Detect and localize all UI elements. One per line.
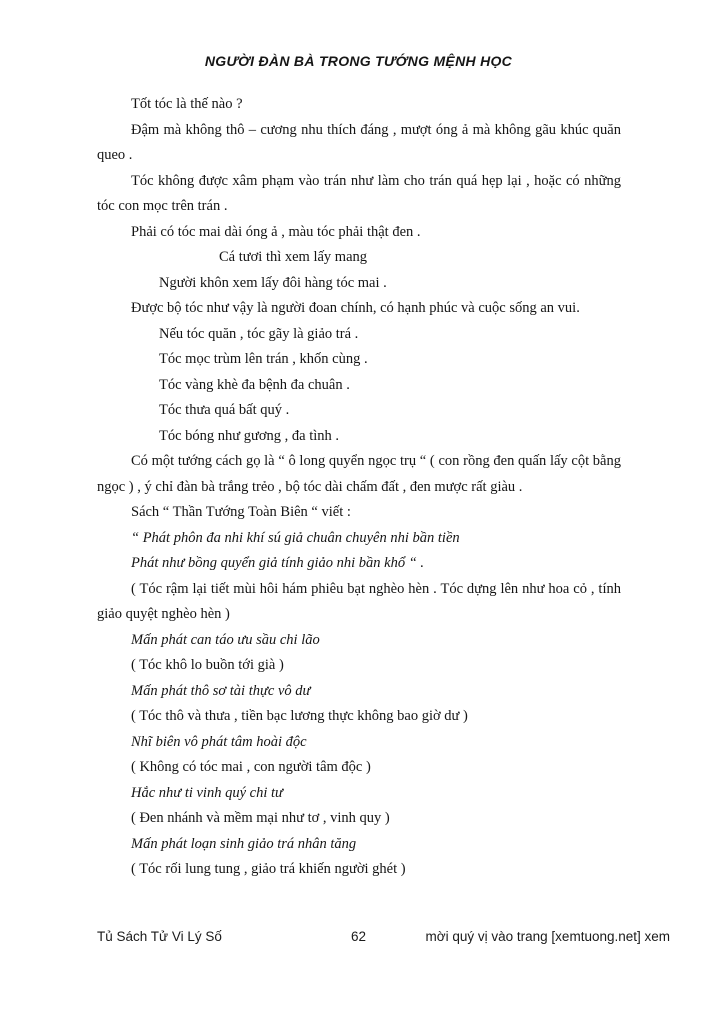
text-line: Đậm mà không thô – cương nhu thích đáng , mượt óng ả mà không gãu khúc quăn queo . bbox=[97, 121, 621, 163]
text-line: Tóc thưa quá bất quý . bbox=[159, 402, 290, 418]
text-line: Tóc không được xâm phạm vào trán như làm cho trán quá hẹp lại , hoặc có những tóc con mọc trên trán . bbox=[97, 172, 621, 214]
text-line: ( Không có tóc mai , con người tâm độc ) bbox=[131, 759, 371, 775]
text-line: “ Phát phôn đa nhi khí sú giả chuân chuyên nhi bần tiền bbox=[131, 529, 460, 546]
text-line: Phải có tóc mai dài óng ả , màu tóc phải thật đen . bbox=[131, 223, 421, 240]
text-line: Người khôn xem lấy đôi hàng tóc mai . bbox=[159, 274, 387, 291]
footer-book-series: Tủ Sách Tử Vi Lý Số bbox=[97, 929, 222, 944]
page-title: NGƯỜI ĐÀN BÀ TRONG TƯỚNG MỆNH HỌC bbox=[204, 53, 513, 69]
text-line: Cá tươi thì xem lấy mang bbox=[219, 249, 368, 265]
text-line: Mấn phát can táo ưu sầu chi lão bbox=[131, 631, 320, 648]
text-line: ( Tóc khô lo buồn tới già ) bbox=[131, 657, 284, 673]
text-line: Mấn phát loạn sinh giảo trá nhân tăng bbox=[131, 835, 357, 852]
text-line: ( Đen nhánh và mềm mại như tơ , vinh quy ) bbox=[131, 810, 390, 826]
text-line: Mấn phát thô sơ tài thực vô dư bbox=[131, 682, 311, 699]
text-line: ( Tóc thô và thưa , tiền bạc lương thực không bao giờ dư ) bbox=[131, 708, 468, 724]
text-line: Nếu tóc quăn , tóc gãy là giảo trá . bbox=[159, 325, 359, 342]
page-body bbox=[97, 92, 621, 883]
text-line: Tóc vàng khè đa bệnh đa chuân . bbox=[159, 376, 350, 393]
text-line: Tóc bóng như gương , đa tình . bbox=[159, 427, 340, 444]
text-line: Sách “ Thần Tướng Toàn Biên “ viết : bbox=[131, 504, 351, 520]
footer-site-note: mời quý vị vào trang [xemtuong.net] xem bbox=[425, 929, 670, 944]
text-line: Phát như bồng quyển giả tính giảo nhi bần khổ “ . bbox=[131, 555, 425, 571]
text-line: Tóc mọc trùm lên trán , khốn cùng . bbox=[159, 351, 368, 367]
text-line: Có một tướng cách gọ là “ ô long quyển ngọc trụ “ ( con rồng đen quấn lấy cột bằng ngọc ) , ý chỉ đàn bà trắng trẻo , bộ tóc dài chấm đất , đen mược rất giàu . bbox=[97, 453, 621, 495]
text-line: ( Tóc rối lung tung , giảo trá khiến người ghét ) bbox=[131, 861, 406, 877]
text-line: ( Tóc rậm lại tiết mùi hôi hám phiêu bạt nghèo hèn . Tóc dựng lên như hoa cỏ , tính giảo quyệt nghèo hèn ) bbox=[97, 580, 621, 622]
text-line: Được bộ tóc như vậy là người đoan chính, có hạnh phúc và cuộc sống an vui. bbox=[131, 300, 580, 316]
text-line: Tốt tóc là thế nào ? bbox=[131, 96, 243, 112]
text-line: Nhĩ biên vô phát tâm hoài độc bbox=[131, 733, 307, 750]
page-footer bbox=[0, 929, 717, 949]
text-line: Hắc như ti vinh quý chi tư bbox=[131, 784, 283, 801]
footer-page-number: 62 bbox=[350, 929, 367, 944]
